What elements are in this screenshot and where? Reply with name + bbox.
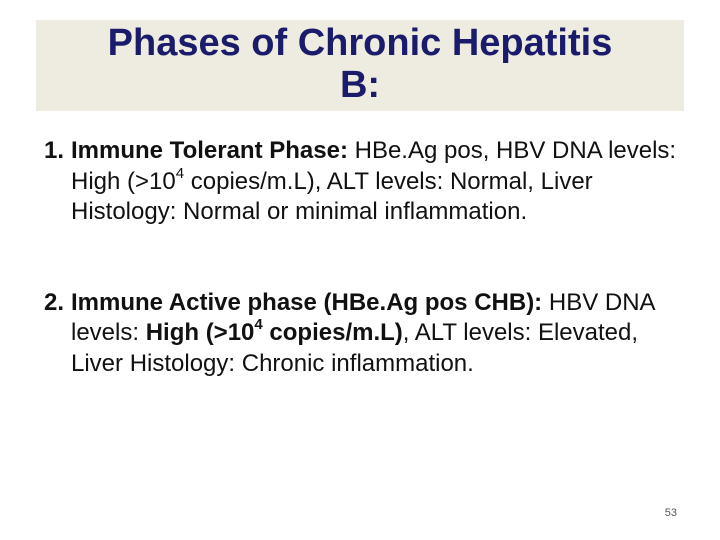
phase-description-rest: , ALT levels: Elevated, Liver Histology: Chronic inflammation. <box>71 319 639 377</box>
phases-list <box>44 136 684 379</box>
exponent: 4 <box>254 316 263 333</box>
slide-title-line1: Phases of Chronic Hepatitis <box>107 22 613 64</box>
phase-dna-value: High (>10 <box>145 319 255 346</box>
phase-item-immune-tolerant <box>44 136 684 228</box>
phase-description-rest: copies/m.L), ALT levels: Normal, Liver Histology: Normal or minimal inflammation. <box>71 167 593 225</box>
page-number: 53 <box>664 507 677 519</box>
exponent: 4 <box>175 164 185 182</box>
phase-name: Immune Tolerant Phase: <box>71 137 348 164</box>
phase-number: 2. <box>44 288 65 316</box>
phase-name: Immune Active phase (HBe.Ag pos CHB): <box>71 288 543 316</box>
phase-description-lead: HBe.Ag pos, HBV DNA levels: High (>10 <box>71 137 677 195</box>
title-banner <box>36 20 684 111</box>
phase-dna-prefix: HBV DNA levels: <box>71 288 655 346</box>
slide-title <box>36 22 684 106</box>
slide-title-line2: B: <box>339 64 381 106</box>
phase-number: 1. <box>44 137 65 164</box>
phase-item-immune-active <box>44 288 684 380</box>
phase-dna-unit: copies/m.L) <box>269 319 403 346</box>
